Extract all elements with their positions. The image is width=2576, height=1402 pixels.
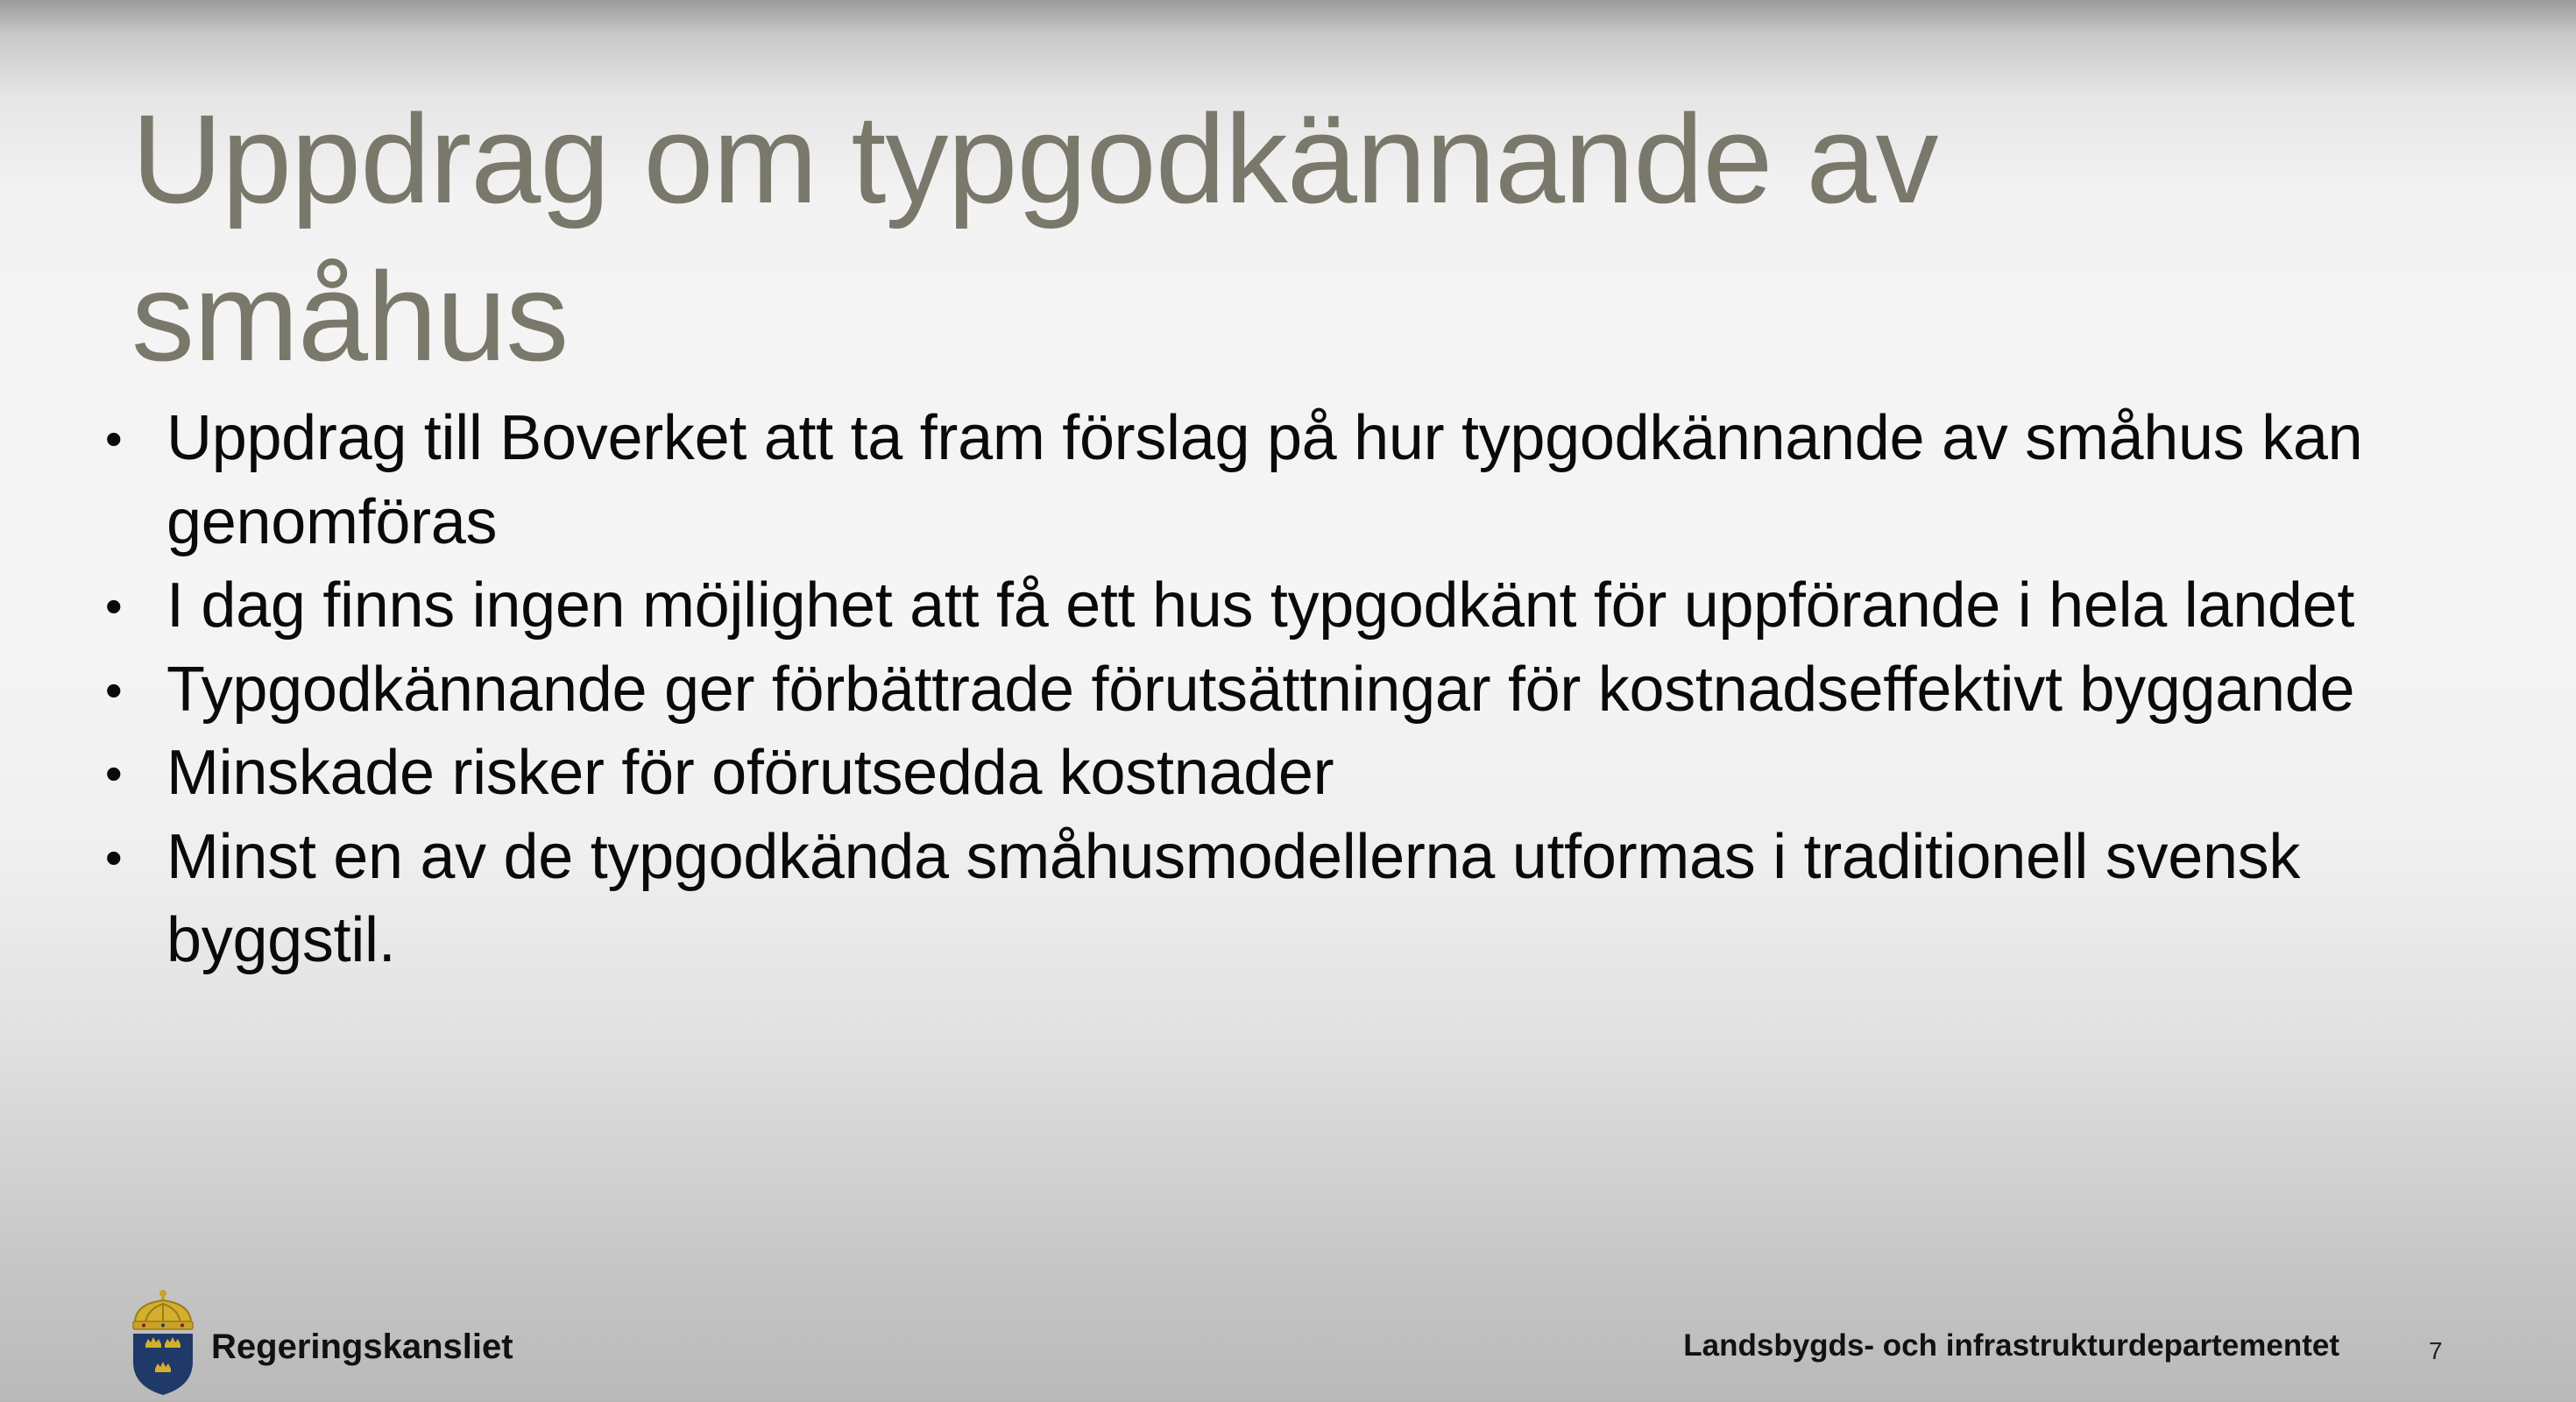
bullet-text: Uppdrag till Boverket att ta fram förslag på hur typgodkännande av småhus kan genomföras xyxy=(166,403,2363,557)
bullet-icon: • xyxy=(105,411,123,466)
crown-coat-of-arms-icon xyxy=(128,1288,198,1397)
slide-title: Uppdrag om typgodkännande av småhus xyxy=(131,89,1938,387)
bullet-list xyxy=(0,397,2453,983)
bullet-icon: • xyxy=(105,746,123,801)
department-name: Landsbygds- och infrastrukturdepartementet xyxy=(1683,1328,2339,1363)
bullet-text: Minskade risker för oförutsedda kostnader xyxy=(166,738,1334,808)
bullet-text: Minst en av de typgodkända småhusmodellerna utformas i traditionell svensk byggstil. xyxy=(166,821,2301,975)
bullet-item xyxy=(0,816,2453,983)
page-number: 7 xyxy=(2429,1337,2443,1364)
bullet-text: I dag finns ingen möjlighet att få ett hus typgodkänt för uppförande i hela landet xyxy=(166,570,2355,641)
organization-name: Regeringskansliet xyxy=(211,1328,513,1366)
bullet-icon: • xyxy=(105,829,123,885)
bullet-icon: • xyxy=(105,662,123,718)
bullet-item xyxy=(0,397,2453,564)
bullet-item xyxy=(0,564,2453,648)
bullet-icon: • xyxy=(105,578,123,634)
bullet-text: Typgodkännande ger förbättrade förutsättningar för kostnadseffektivt byggande xyxy=(166,654,2355,725)
shield-icon xyxy=(133,1334,193,1395)
crown-icon xyxy=(133,1290,193,1329)
bullet-item xyxy=(0,648,2453,733)
bullet-item xyxy=(0,732,2453,816)
